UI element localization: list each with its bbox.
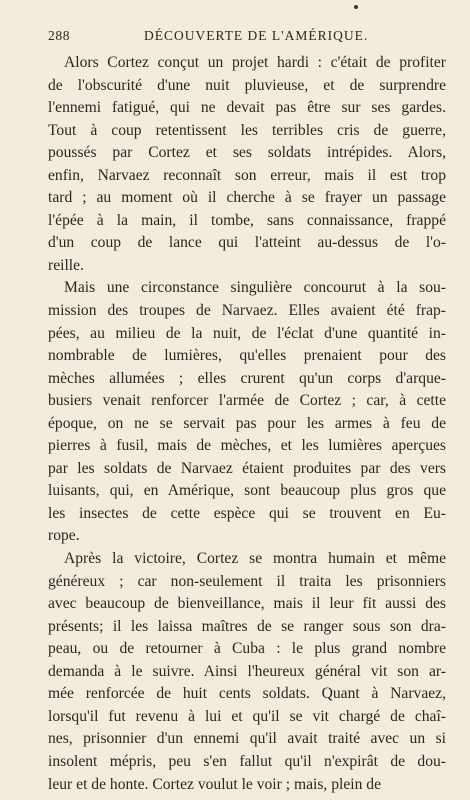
page-body <box>48 52 446 796</box>
text-line: Tout à coup retentissent les terribles cris de guerre, <box>48 121 446 139</box>
page-number: 288 <box>48 28 71 43</box>
text-line: enfin, Narvaez reconnaît son erreur, mais il est trop <box>48 166 446 184</box>
running-title: DÉCOUVERTE DE L'AMÉRIQUE. <box>144 28 369 43</box>
text-line: busiers venait renforcer l'armée de Cortez ; car, à cette <box>48 392 446 410</box>
text-line: demanda à le suivre. Ainsi l'heureux général vit son ar- <box>48 662 446 680</box>
text-line: les insectes de cette espèce qui se trouvent en Eu- <box>48 504 446 522</box>
paragraph <box>48 52 446 277</box>
text-line: par les soldats de Narvaez étaient produites par des vers <box>48 459 446 477</box>
text-line: d'un coup de lance qui l'atteint au-dessus de l'o- <box>48 234 446 252</box>
text-line: peau, ou de retourner à Cuba : le plus grand nombre <box>48 640 446 658</box>
text-line: généreux ; car non-seulement il traita les prisonniers <box>48 572 446 590</box>
text-line: époque, on ne se servait pas pour les armes à feu de <box>48 414 446 432</box>
text-line: nombrable de lumières, qu'elles prenaient pour des <box>48 347 446 365</box>
text-line: leur et de honte. Cortez voulut le voir ; mais, plein de <box>48 775 382 793</box>
text-line: mission des troupes de Narvaez. Elles avaient été frap- <box>48 302 446 320</box>
text-line: tard ; au moment où il cherche à se frayer un passage <box>48 189 446 207</box>
paragraph <box>48 548 446 796</box>
text-line: Alors Cortez conçut un projet hardi : c'était de profiter <box>64 54 446 71</box>
text-line: poussés par Cortez et ses soldats intrépides. Alors, <box>48 144 446 162</box>
text-line: reille. <box>48 256 84 274</box>
text-line: présents; il les laissa maîtres de se ranger sous son dra- <box>48 617 446 635</box>
text-line: rope. <box>48 527 80 545</box>
text-line: l'épée à la main, il tombe, sans connaissance, frappé <box>48 211 446 229</box>
text-line: de l'obscurité d'une nuit pluvieuse, et de surprendre <box>48 76 446 94</box>
text-line: Mais une circonstance singulière concourut à la sou- <box>64 279 446 297</box>
text-line: nes, prisonnier d'un ennemi qu'il avait traité avec un si <box>48 730 446 748</box>
ink-spot <box>354 5 358 9</box>
text-line: Après la victoire, Cortez se montra humain et même <box>64 550 446 568</box>
text-line: lorsqu'il fut revenu à lui et qu'il se vit chargé de chaî- <box>48 707 446 725</box>
running-header <box>48 28 445 46</box>
text-line: l'ennemi fatigué, qui ne devait pas être sur ses gardes. <box>48 99 446 117</box>
text-line: pées, au milieu de la nuit, de l'éclat d'une quantité in- <box>48 324 446 342</box>
paragraph <box>48 277 446 548</box>
text-line: luisants, qui, en Amérique, sont beaucoup plus gros que <box>48 482 446 500</box>
text-line: pierres à fusil, mais de mèches, et les lumières aperçues <box>48 437 446 455</box>
text-line: avec beaucoup de bienveillance, mais il leur fit aussi des <box>48 595 446 613</box>
text-line: mée renforcée de huit cents soldats. Quant à Narvaez, <box>48 685 446 703</box>
text-line: mèches allumées ; elles crurent qu'un corps d'arque- <box>48 369 446 387</box>
text-line: insolent mépris, peu s'en fallut qu'il n'expirât de dou- <box>48 752 446 770</box>
